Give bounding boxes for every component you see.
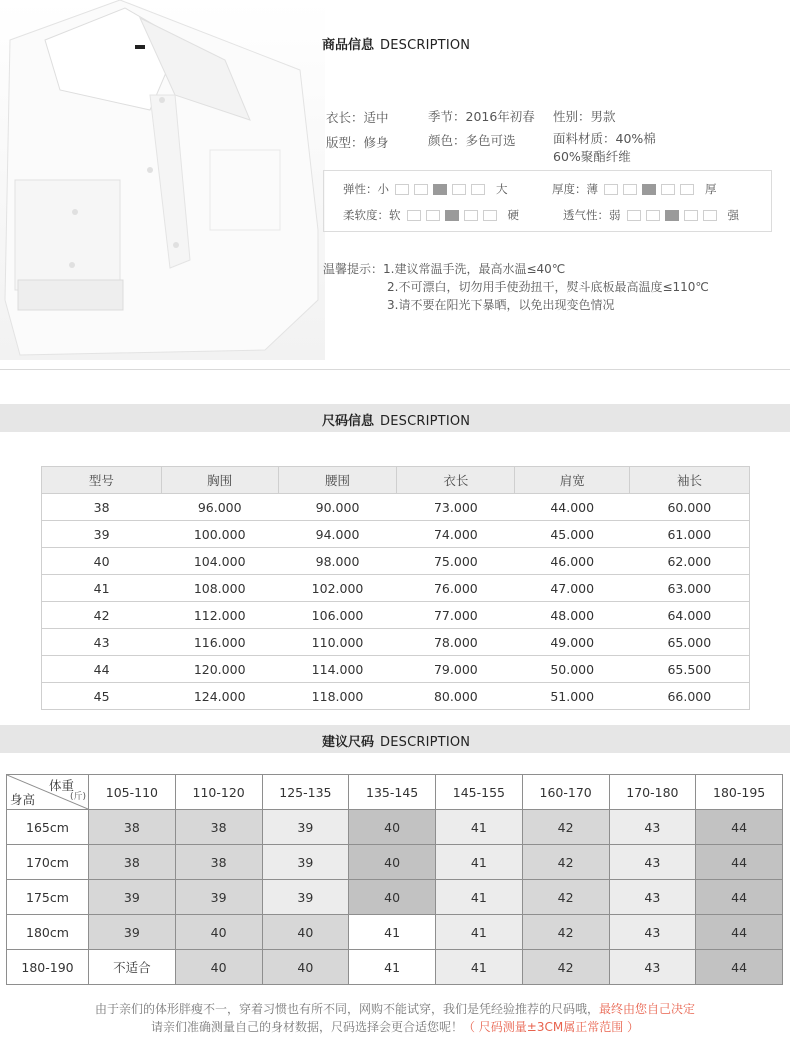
rating-square bbox=[407, 210, 421, 221]
note-line-1 bbox=[0, 1000, 790, 1017]
column-header: 型号 bbox=[42, 467, 162, 494]
table-cell: 106.000 bbox=[278, 602, 397, 629]
title-cn: 建议尺码 bbox=[322, 735, 375, 750]
title-en: DESCRIPTION bbox=[380, 735, 471, 750]
table-cell: 102.000 bbox=[278, 575, 397, 602]
table-cell: 94.000 bbox=[278, 521, 397, 548]
size-info-title bbox=[322, 410, 470, 429]
size-cell: 41 bbox=[349, 915, 436, 950]
table-cell: 64.000 bbox=[630, 602, 750, 629]
rating-square bbox=[661, 184, 675, 195]
size-table bbox=[41, 466, 750, 710]
size-cell: 40 bbox=[262, 915, 349, 950]
table-cell: 79.000 bbox=[397, 656, 515, 683]
table-cell: 65.500 bbox=[630, 656, 750, 683]
rating-square bbox=[414, 184, 428, 195]
height-row-header: 170cm bbox=[7, 845, 89, 880]
table-cell: 75.000 bbox=[397, 548, 515, 575]
column-header: 肩宽 bbox=[515, 467, 630, 494]
rating-square bbox=[433, 184, 447, 195]
table-header-row bbox=[42, 467, 750, 494]
size-cell: 40 bbox=[175, 915, 262, 950]
table-cell: 114.000 bbox=[278, 656, 397, 683]
size-cell: 42 bbox=[522, 950, 609, 985]
size-cell: 38 bbox=[89, 810, 176, 845]
table-cell: 62.000 bbox=[630, 548, 750, 575]
table-cell: 74.000 bbox=[397, 521, 515, 548]
note-text: 请亲们准确测量自己的身材数据，尺码选择会更合适您呢！ bbox=[150, 1020, 463, 1034]
size-cell: 41 bbox=[349, 950, 436, 985]
size-cell: 39 bbox=[262, 810, 349, 845]
weight-column-header: 105-110 bbox=[89, 775, 176, 810]
rating-squares bbox=[407, 210, 502, 221]
weight-column-header: 160-170 bbox=[522, 775, 609, 810]
table-cell: 65.000 bbox=[630, 629, 750, 656]
size-cell: 42 bbox=[522, 915, 609, 950]
table-cell: 49.000 bbox=[515, 629, 630, 656]
rating-end: 厚 bbox=[705, 182, 717, 196]
rating-square bbox=[426, 210, 440, 221]
height-row-header: 175cm bbox=[7, 880, 89, 915]
rating-square bbox=[604, 184, 618, 195]
size-cell: 38 bbox=[175, 810, 262, 845]
table-cell: 41 bbox=[42, 575, 162, 602]
weight-column-header: 135-145 bbox=[349, 775, 436, 810]
table-row bbox=[42, 602, 750, 629]
rating-end: 硬 bbox=[507, 208, 519, 222]
table-cell: 66.000 bbox=[630, 683, 750, 710]
size-cell: 38 bbox=[175, 845, 262, 880]
size-cell: 44 bbox=[696, 950, 783, 985]
size-cell: 39 bbox=[262, 845, 349, 880]
size-cell: 40 bbox=[349, 810, 436, 845]
shirt-image bbox=[0, 0, 325, 360]
product-info-section bbox=[0, 0, 790, 370]
height-row-header: 180-190 bbox=[7, 950, 89, 985]
rating-squares bbox=[627, 210, 722, 221]
table-cell: 124.000 bbox=[161, 683, 278, 710]
weight-column-header: 110-120 bbox=[175, 775, 262, 810]
table-cell: 116.000 bbox=[161, 629, 278, 656]
title-cn: 商品信息 bbox=[322, 38, 375, 53]
corner-height-label: 身高 bbox=[10, 792, 36, 807]
spec-material: 面料材质：40%棉 bbox=[553, 131, 656, 146]
rating-label: 柔软度：软 bbox=[343, 208, 401, 222]
table-row bbox=[42, 683, 750, 710]
size-cell: 41 bbox=[436, 950, 523, 985]
rating-square bbox=[471, 184, 485, 195]
table-row bbox=[7, 915, 783, 950]
rating-square bbox=[703, 210, 717, 221]
table-cell: 78.000 bbox=[397, 629, 515, 656]
table-row bbox=[7, 845, 783, 880]
size-cell: 40 bbox=[175, 950, 262, 985]
table-cell: 45.000 bbox=[515, 521, 630, 548]
table-cell: 112.000 bbox=[161, 602, 278, 629]
spec-color: 颜色：多色可选 bbox=[428, 133, 516, 148]
table-cell: 90.000 bbox=[278, 494, 397, 521]
note-highlight: 最终由您自己决定 bbox=[599, 1002, 696, 1016]
rating-end: 大 bbox=[496, 182, 508, 196]
size-cell: 44 bbox=[696, 880, 783, 915]
size-cell: 39 bbox=[89, 880, 176, 915]
recommend-table bbox=[6, 774, 783, 985]
table-cell: 38 bbox=[42, 494, 162, 521]
rating-squares bbox=[395, 184, 490, 195]
table-cell: 43 bbox=[42, 629, 162, 656]
table-cell: 44 bbox=[42, 656, 162, 683]
table-cell: 48.000 bbox=[515, 602, 630, 629]
size-cell: 不适合 bbox=[89, 950, 176, 985]
title-cn: 尺码信息 bbox=[322, 414, 375, 429]
table-row bbox=[42, 521, 750, 548]
rating-square bbox=[483, 210, 497, 221]
recommend-bar bbox=[0, 725, 790, 753]
size-cell: 41 bbox=[436, 845, 523, 880]
rating-breathability bbox=[563, 207, 739, 223]
weight-column-header: 125-135 bbox=[262, 775, 349, 810]
table-row bbox=[7, 950, 783, 985]
rating-label: 透气性：弱 bbox=[563, 208, 621, 222]
table-cell: 76.000 bbox=[397, 575, 515, 602]
rating-squares bbox=[604, 184, 699, 195]
size-cell: 43 bbox=[609, 845, 696, 880]
spec-gender: 性别：男款 bbox=[553, 109, 616, 124]
care-tip-3: 3.请不要在阳光下暴晒，以免出现变色情况 bbox=[387, 298, 615, 312]
size-cell: 42 bbox=[522, 845, 609, 880]
title-en: DESCRIPTION bbox=[380, 38, 471, 53]
table-cell: 98.000 bbox=[278, 548, 397, 575]
table-cell: 60.000 bbox=[630, 494, 750, 521]
size-cell: 42 bbox=[522, 880, 609, 915]
size-info-bar bbox=[0, 404, 790, 432]
care-tip-2: 2.不可漂白，切勿用手使劲扭干，熨斗底板最高温度≤110℃ bbox=[387, 280, 709, 294]
size-cell: 40 bbox=[349, 880, 436, 915]
table-cell: 77.000 bbox=[397, 602, 515, 629]
corner-weight-label: 体重 bbox=[48, 778, 74, 793]
table-cell: 104.000 bbox=[161, 548, 278, 575]
rating-square bbox=[627, 210, 641, 221]
column-header: 衣长 bbox=[397, 467, 515, 494]
rating-square bbox=[623, 184, 637, 195]
size-cell: 40 bbox=[349, 845, 436, 880]
table-cell: 50.000 bbox=[515, 656, 630, 683]
table-row bbox=[42, 548, 750, 575]
spec-fit: 版型：修身 bbox=[326, 135, 389, 150]
size-cell: 38 bbox=[89, 845, 176, 880]
rating-square bbox=[680, 184, 694, 195]
rating-square bbox=[646, 210, 660, 221]
weight-column-header: 180-195 bbox=[696, 775, 783, 810]
spec-season: 季节：2016年初春 bbox=[428, 109, 535, 124]
recommend-title bbox=[322, 731, 470, 750]
rating-square bbox=[445, 210, 459, 221]
size-cell: 40 bbox=[262, 950, 349, 985]
size-cell: 41 bbox=[436, 880, 523, 915]
note-line-2 bbox=[0, 1018, 790, 1035]
table-row bbox=[42, 575, 750, 602]
size-cell: 44 bbox=[696, 810, 783, 845]
table-cell: 42 bbox=[42, 602, 162, 629]
size-cell: 43 bbox=[609, 810, 696, 845]
height-row-header: 180cm bbox=[7, 915, 89, 950]
size-cell: 43 bbox=[609, 880, 696, 915]
size-cell: 39 bbox=[262, 880, 349, 915]
rating-label: 弹性：小 bbox=[343, 182, 389, 196]
rating-label: 厚度：薄 bbox=[552, 182, 598, 196]
table-cell: 120.000 bbox=[161, 656, 278, 683]
table-cell: 63.000 bbox=[630, 575, 750, 602]
rating-square bbox=[395, 184, 409, 195]
table-cell: 51.000 bbox=[515, 683, 630, 710]
size-cell: 42 bbox=[522, 810, 609, 845]
size-cell: 41 bbox=[436, 915, 523, 950]
weight-column-header: 170-180 bbox=[609, 775, 696, 810]
height-row-header: 165cm bbox=[7, 810, 89, 845]
table-cell: 47.000 bbox=[515, 575, 630, 602]
table-row bbox=[42, 656, 750, 683]
table-header-row bbox=[7, 775, 783, 810]
table-cell: 39 bbox=[42, 521, 162, 548]
size-cell: 43 bbox=[609, 950, 696, 985]
rating-square bbox=[684, 210, 698, 221]
rating-softness bbox=[343, 207, 519, 223]
column-header: 胸围 bbox=[161, 467, 278, 494]
note-highlight: （ 尺码测量±3CM属正常范围 ） bbox=[462, 1020, 640, 1034]
rating-end: 强 bbox=[727, 208, 739, 222]
title-en: DESCRIPTION bbox=[380, 414, 471, 429]
table-cell: 110.000 bbox=[278, 629, 397, 656]
weight-column-header: 145-155 bbox=[436, 775, 523, 810]
table-row bbox=[42, 629, 750, 656]
table-row bbox=[7, 810, 783, 845]
rating-square bbox=[665, 210, 679, 221]
table-cell: 118.000 bbox=[278, 683, 397, 710]
rating-square bbox=[642, 184, 656, 195]
table-cell: 40 bbox=[42, 548, 162, 575]
corner-unit-label: (斤) bbox=[69, 792, 86, 802]
spec-material-2: 60%聚酯纤维 bbox=[553, 149, 631, 164]
rating-elasticity bbox=[343, 181, 508, 197]
rating-thickness bbox=[552, 181, 717, 197]
size-cell: 39 bbox=[89, 915, 176, 950]
size-cell: 44 bbox=[696, 915, 783, 950]
table-cell: 45 bbox=[42, 683, 162, 710]
size-cell: 41 bbox=[436, 810, 523, 845]
care-tip-1: 温馨提示：1.建议常温手洗，最高水温≤40℃ bbox=[323, 262, 566, 276]
column-header: 腰围 bbox=[278, 467, 397, 494]
column-header: 袖长 bbox=[630, 467, 750, 494]
table-cell: 108.000 bbox=[161, 575, 278, 602]
note-text: 由于亲们的体形胖瘦不一，穿着习惯也有所不同，网购不能试穿，我们是凭经验推荐的尺码哦， bbox=[94, 1002, 599, 1016]
size-cell: 44 bbox=[696, 845, 783, 880]
table-cell: 61.000 bbox=[630, 521, 750, 548]
product-info-title bbox=[322, 34, 470, 53]
table-cell: 46.000 bbox=[515, 548, 630, 575]
table-cell: 73.000 bbox=[397, 494, 515, 521]
table-cell: 44.000 bbox=[515, 494, 630, 521]
rating-square bbox=[464, 210, 478, 221]
spec-length: 衣长：适中 bbox=[326, 110, 389, 125]
size-cell: 43 bbox=[609, 915, 696, 950]
table-row bbox=[42, 494, 750, 521]
care-tips bbox=[323, 260, 709, 314]
rating-square bbox=[452, 184, 466, 195]
table-cell: 80.000 bbox=[397, 683, 515, 710]
corner-cell bbox=[7, 775, 89, 810]
table-cell: 100.000 bbox=[161, 521, 278, 548]
table-cell: 96.000 bbox=[161, 494, 278, 521]
table-row bbox=[7, 880, 783, 915]
size-cell: 39 bbox=[175, 880, 262, 915]
